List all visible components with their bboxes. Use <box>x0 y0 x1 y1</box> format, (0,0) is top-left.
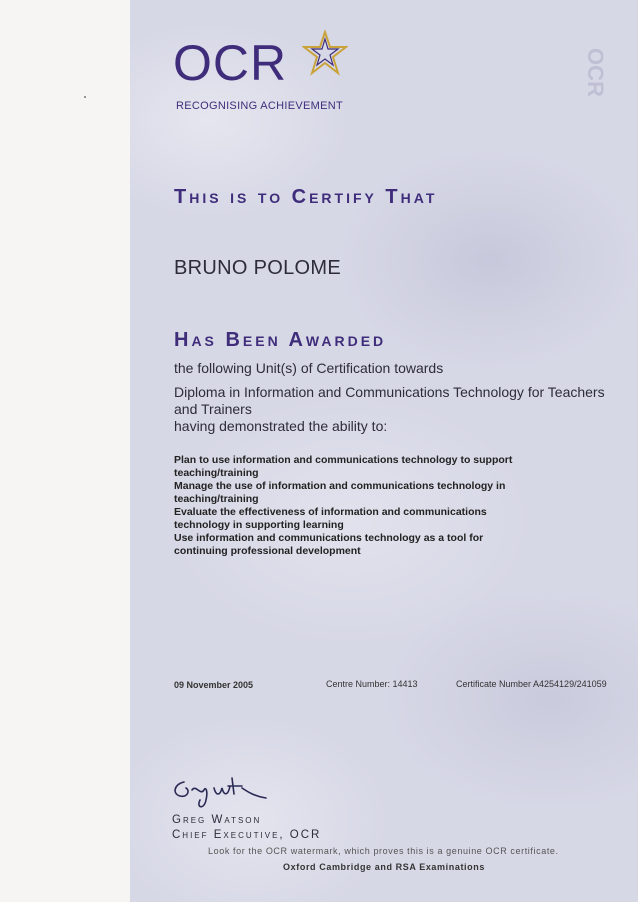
intro-line: the following Unit(s) of Certification towards <box>174 360 444 376</box>
qualification-title: Diploma in Information and Communications Technology for Teachers and Trainers <box>174 384 605 417</box>
watermark-note: Look for the OCR watermark, which proves this is a genuine OCR certificate. <box>208 846 559 856</box>
ocr-logo-text: OCR <box>173 35 288 91</box>
unit-item: Plan to use information and communications technology to support teaching/training <box>174 454 513 479</box>
demonstrated-line: having demonstrated the ability to: <box>174 418 388 434</box>
recipient-name: BRUNO POLOME <box>174 257 341 279</box>
unit-item: Use information and communications technology as a tool for continuing professional development <box>174 532 484 557</box>
certify-heading: This is to Certify That <box>174 186 438 208</box>
award-date: 09 November 2005 <box>174 680 254 690</box>
awarded-heading: Has Been Awarded <box>174 329 387 351</box>
awarding-body: Oxford Cambridge and RSA Examinations <box>283 862 485 872</box>
certificate-margin <box>0 0 130 902</box>
unit-item: Manage the use of information and communications technology in teaching/training <box>174 480 506 505</box>
centre-number: Centre Number: 14413 <box>326 679 418 689</box>
signatory-title: Chief Executive, OCR <box>172 829 322 841</box>
certificate-number: Certificate Number A4254129/241059 <box>456 679 607 689</box>
logo-tagline: RECOGNISING ACHIEVEMENT <box>176 100 344 112</box>
signatory-name: Greg Watson <box>172 814 262 826</box>
star-logo-icon <box>302 30 348 76</box>
certificate-panel <box>130 0 638 902</box>
ocr-watermark-corner: OCR <box>583 48 608 97</box>
stray-mark <box>84 96 86 98</box>
signature-icon <box>170 770 290 820</box>
unit-item: Evaluate the effectiveness of information and communications technology in supporting learning <box>174 506 487 531</box>
unit-list <box>174 454 534 558</box>
